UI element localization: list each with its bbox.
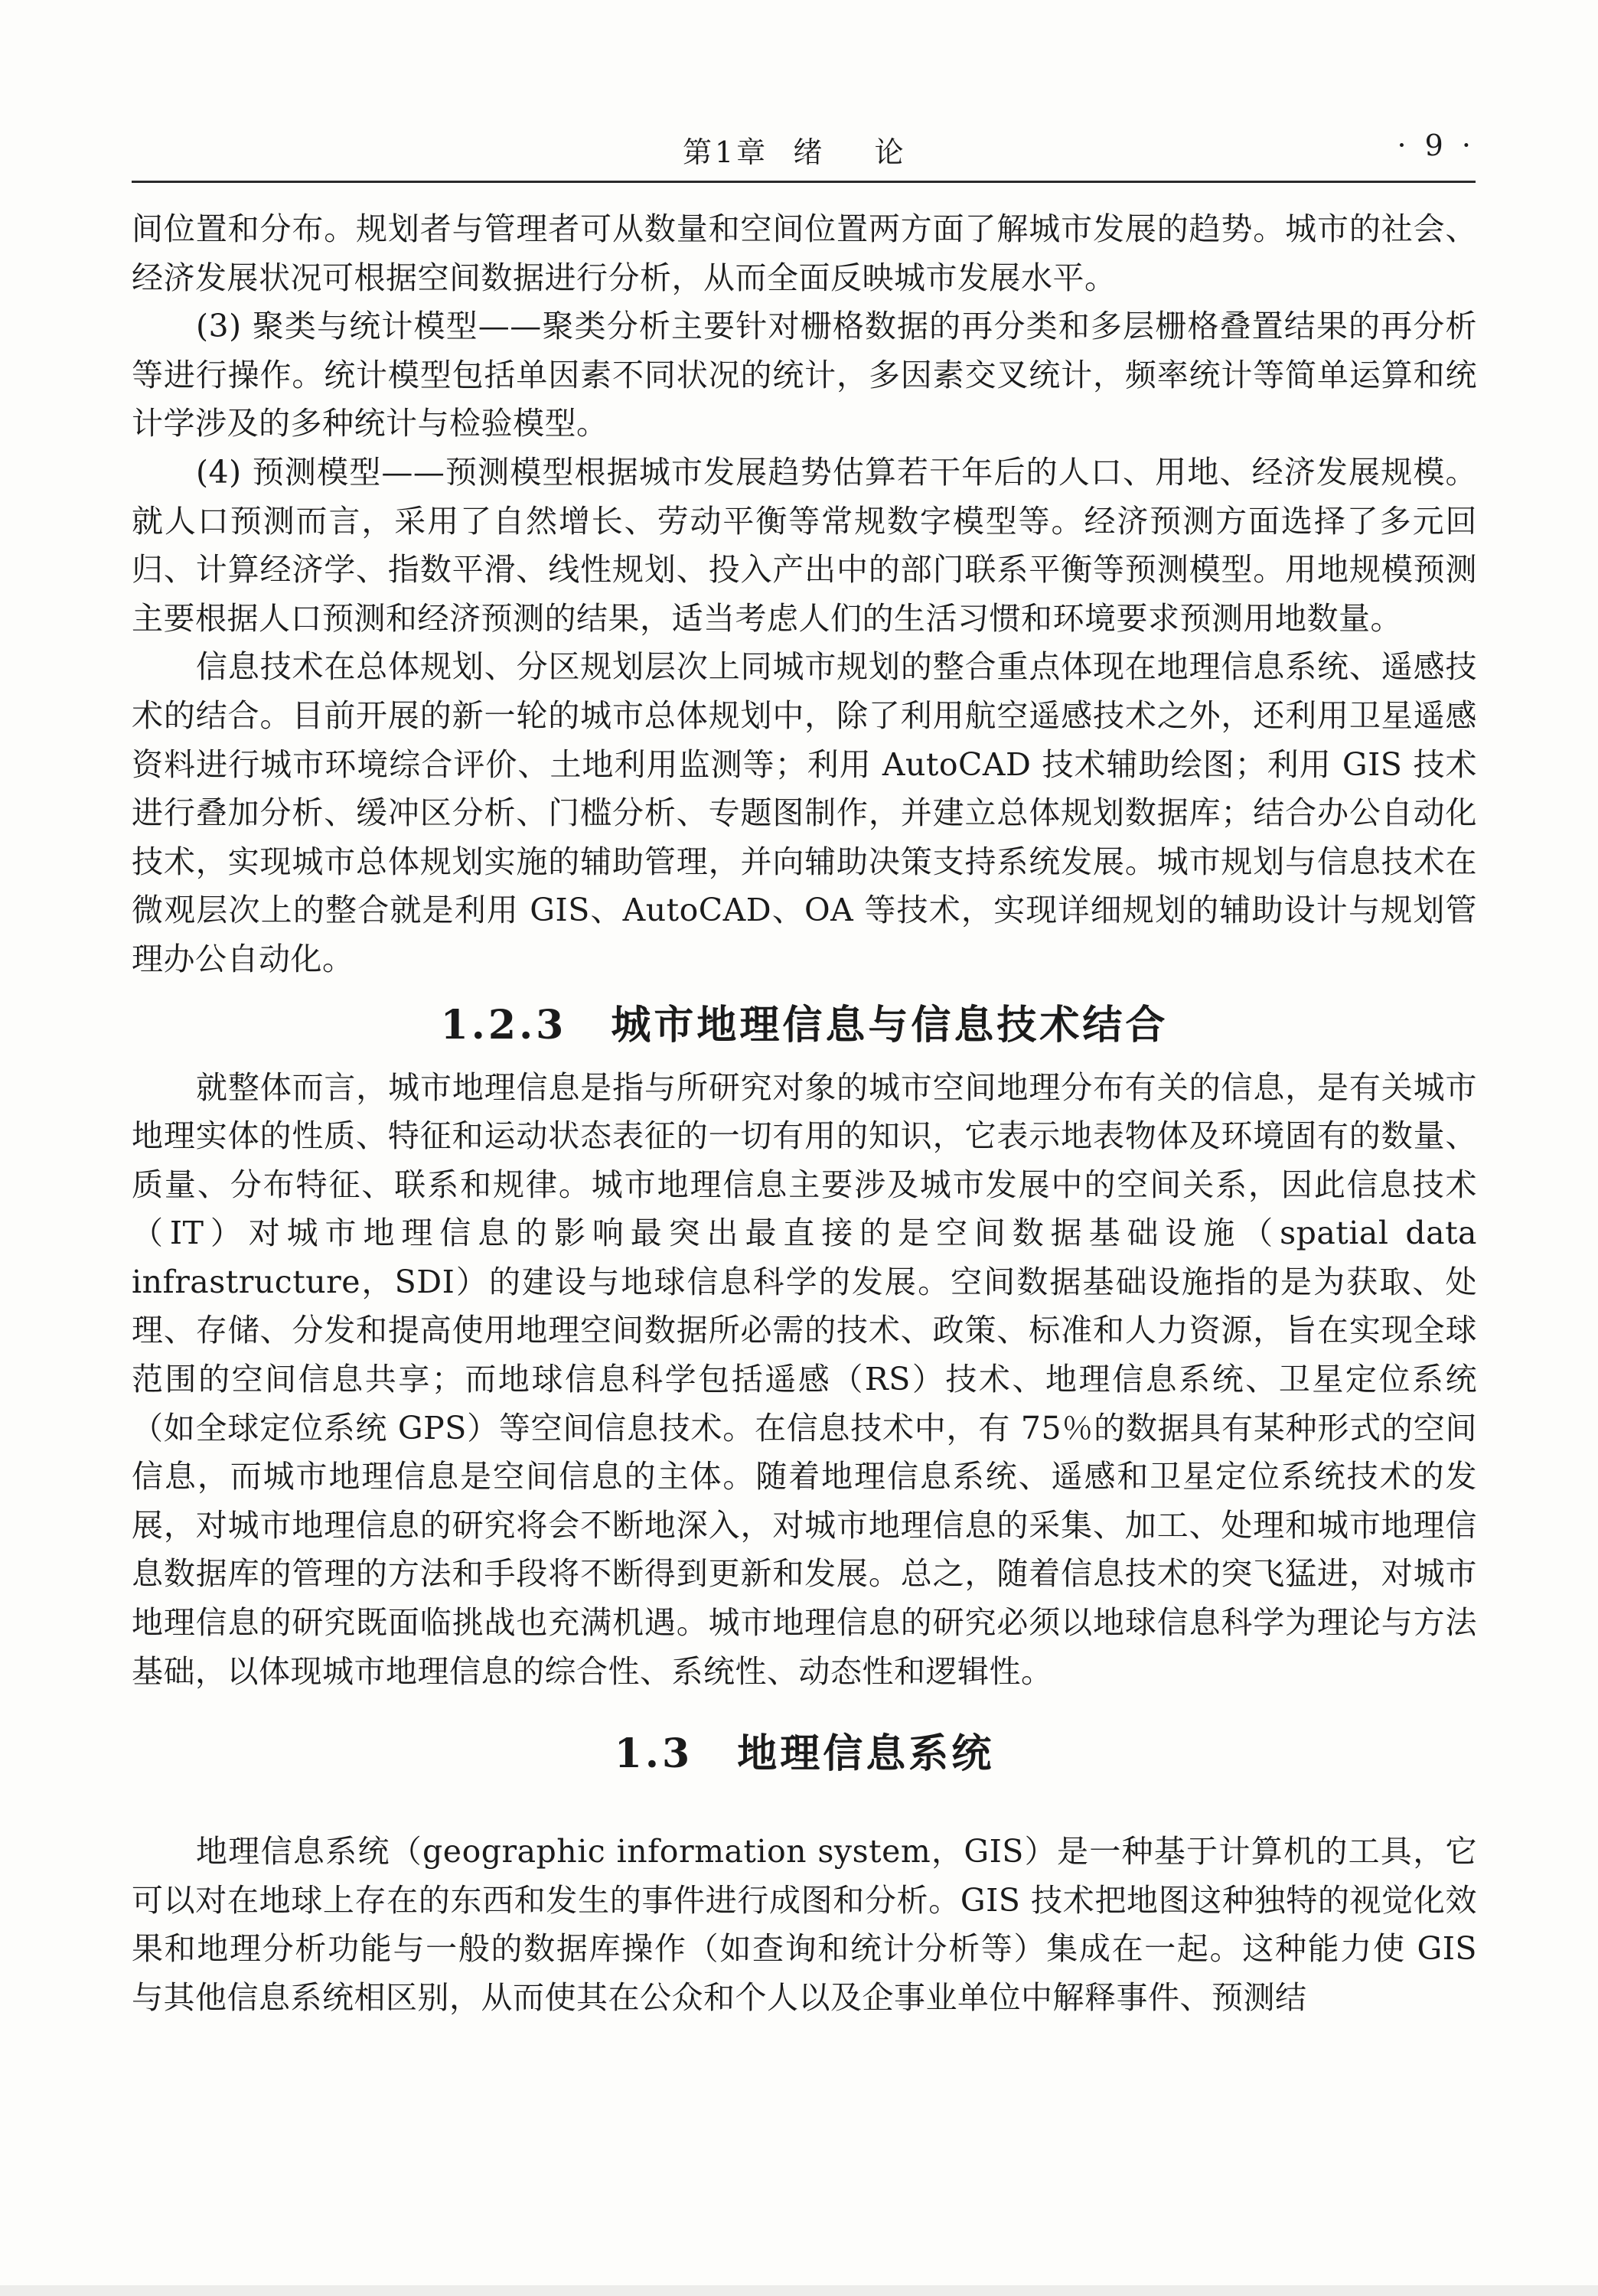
paragraph-gis-definition: 地理信息系统（geographic information system，GIS）是一种基于计算机的工具，它可以对在地球上存在的东西和发生的事件进行成图和分析。GIS 技术把地图这种独特的视觉化效果和地理分析功能与一般的数据库操作（如查询和统计分析等）集成在一起。这种能力使 GIS 与其他信息系统相区别，从而使其在公众和个人以及企事业单位中解释事件、预测结 <box>132 1833 1477 2016</box>
paragraph-continued: 间位置和分布。规划者与管理者可从数量和空间位置两方面了解城市发展的趋势。城市的社会、经济发展状况可根据空间数据进行分析，从而全面反映城市发展水平。 <box>132 210 1477 296</box>
section-title: 地理信息系统 <box>737 1730 995 1778</box>
section-number: 1.3 <box>614 1730 693 1778</box>
section-heading-1-2-3 <box>132 1001 1477 1050</box>
running-header <box>132 129 1476 174</box>
chapter-title: 第1章 绪 论 <box>683 135 907 169</box>
header-rule <box>132 181 1476 183</box>
section-number: 1.2.3 <box>440 1001 567 1049</box>
page-number: · 9 · <box>1397 129 1476 162</box>
body-text <box>132 205 1477 2023</box>
section-heading-1-3 <box>132 1730 1477 1779</box>
paragraph-prediction-model: (4) 预测模型——预测模型根据城市发展趋势估算若干年后的人口、用地、经济发展规模。就人口预测而言，采用了自然增长、劳动平衡等常规数字模型等。经济预测方面选择了多元回归、计算经济学、指数平滑、线性规划、投入产出中的部门联系平衡等预测模型。用地规模预测主要根据人口预测和经济预测的结果，适当考虑人们的生活习惯和环境要求预测用地数量。 <box>132 453 1477 637</box>
section-title: 城市地理信息与信息技术结合 <box>611 1001 1169 1049</box>
paragraph-urban-geo-info: 就整体而言，城市地理信息是指与所研究对象的城市空间地理分布有关的信息，是有关城市地理实体的性质、特征和运动状态表征的一切有用的知识，它表示地表物体及环境固有的数量、质量、分布特征、联系和规律。城市地理信息主要涉及城市发展中的空间关系，因此信息技术（IT）对城市地理信息的影响最突出最直接的是空间数据基础设施（spatial data infrastructure，SDI）的建设与地球信息科学的发展。空间数据基础设施指的是为获取、处理、存储、分发和提高使用地理空间数据所必需的技术、政策、标准和人力资源，旨在实现全球范围的空间信息共享；而地球信息科学包括遥感（RS）技术、地理信息系统、卫星定位系统（如全球定位系统 GPS）等空间信息技术。在信息技术中，有 75％的数据具有某种形式的空间信息，而城市地理信息是空间信息的主体。随着地理信息系统、遥感和卫星定位系统技术的发展，对城市地理信息的研究将会不断地深入，对城市地理信息的采集、加工、处理和城市地理信息数据库的管理的方法和手段将不断得到更新和发展。总之，随着信息技术的突飞猛进，对城市地理信息的研究既面临挑战也充满机遇。城市地理信息的研究必须以地球信息科学为理论与方法基础，以体现城市地理信息的综合性、系统性、动态性和逻辑性。 <box>132 1068 1477 1690</box>
page-bottom-edge <box>0 2285 1598 2296</box>
paragraph-cluster-statistics-model: (3) 聚类与统计模型——聚类分析主要针对栅格数据的再分类和多层栅格叠置结果的再分析等进行操作。统计模型包括单因素不同状况的统计，多因素交叉统计，频率统计等简单运算和统计学涉及的多种统计与检验模型。 <box>132 308 1477 442</box>
paragraph-it-integration: 信息技术在总体规划、分区规划层次上同城市规划的整合重点体现在地理信息系统、遥感技术的结合。目前开展的新一轮的城市总体规划中，除了利用航空遥感技术之外，还利用卫星遥感资料进行城市环境综合评价、土地利用监测等；利用 AutoCAD 技术辅助绘图；利用 GIS 技术进行叠加分析、缓冲区分析、门槛分析、专题图制作，并建立总体规划数据库；结合办公自动化技术，实现城市总体规划实施的辅助管理，并向辅助决策支持系统发展。城市规划与信息技术在微观层次上的整合就是利用 GIS、AutoCAD、OA 等技术，实现详细规划的辅助设计与规划管理办公自动化。 <box>132 648 1477 977</box>
